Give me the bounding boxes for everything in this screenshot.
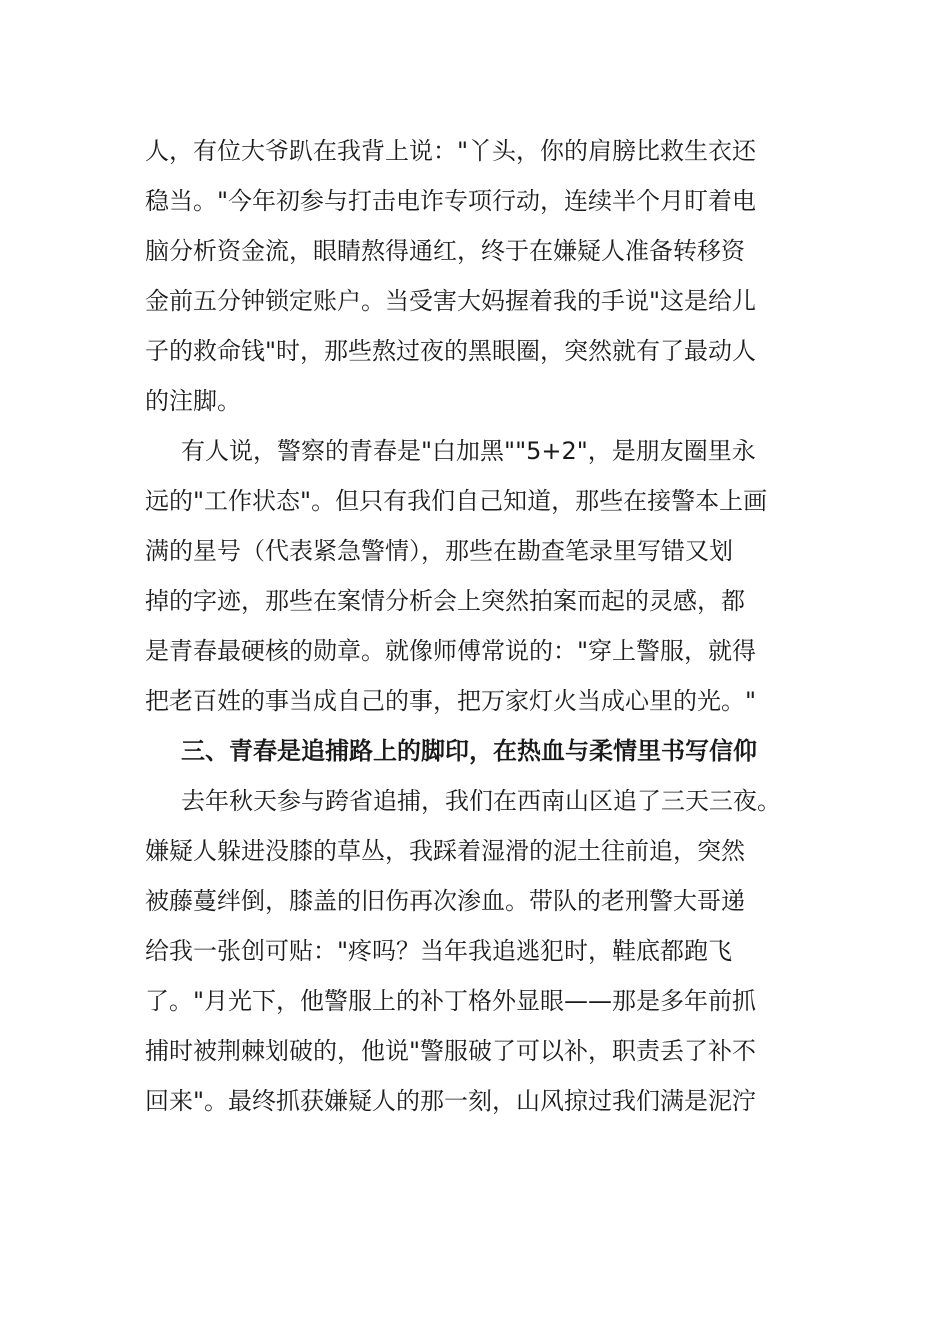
text-line: 回来"。最终抓获嫌疑人的那一刻，山风掠过我们满是泥泞: [145, 1087, 757, 1115]
text-line: 的注脚。: [145, 387, 241, 415]
text-line: 去年秋天参与跨省追捕，我们在西南山区追了三天三夜。: [181, 787, 781, 815]
text-line: 稳当。"今年初参与打击电诈专项行动，连续半个月盯着电: [145, 187, 757, 215]
text-line: 脑分析资金流，眼睛熬得通红，终于在嫌疑人准备转移资: [145, 237, 745, 265]
section-heading: 三、青春是追捕路上的脚印，在热血与柔情里书写信仰: [181, 737, 757, 765]
text-line: 金前五分钟锁定账户。当受害大妈握着我的手说"这是给儿: [145, 287, 757, 315]
text-line: 是青春最硬核的勋章。就像师傅常说的："穿上警服，就得: [145, 637, 757, 665]
text-line: 满的星号（代表紧急警情），那些在勘查笔录里写错又划: [145, 537, 733, 565]
text-line: 远的"工作状态"。但只有我们自己知道，那些在接警本上画: [145, 487, 768, 515]
text-line: 捕时被荆棘划破的，他说"警服破了可以补，职责丢了补不: [145, 1037, 757, 1065]
text-line: 了。"月光下，他警服上的补丁格外显眼——那是多年前抓: [145, 987, 757, 1015]
text-line: 嫌疑人躲进没膝的草丛，我踩着湿滑的泥土往前追，突然: [145, 837, 745, 865]
text-line: 有人说，警察的青春是"白加黑""5+2"，是朋友圈里永: [181, 437, 756, 465]
text-line: 掉的字迹，那些在案情分析会上突然拍案而起的灵感，都: [145, 587, 745, 615]
text-line: 人，有位大爷趴在我背上说："丫头，你的肩膀比救生衣还: [145, 137, 757, 165]
text-line: 子的救命钱"时，那些熬过夜的黑眼圈，突然就有了最动人: [145, 337, 757, 365]
text-line: 被藤蔓绊倒，膝盖的旧伤再次渗血。带队的老刑警大哥递: [145, 887, 745, 915]
text-line: 给我一张创可贴："疼吗？当年我追逃犯时，鞋底都跑飞: [145, 937, 733, 965]
text-line: 把老百姓的事当成自己的事，把万家灯火当成心里的光。": [145, 687, 757, 715]
